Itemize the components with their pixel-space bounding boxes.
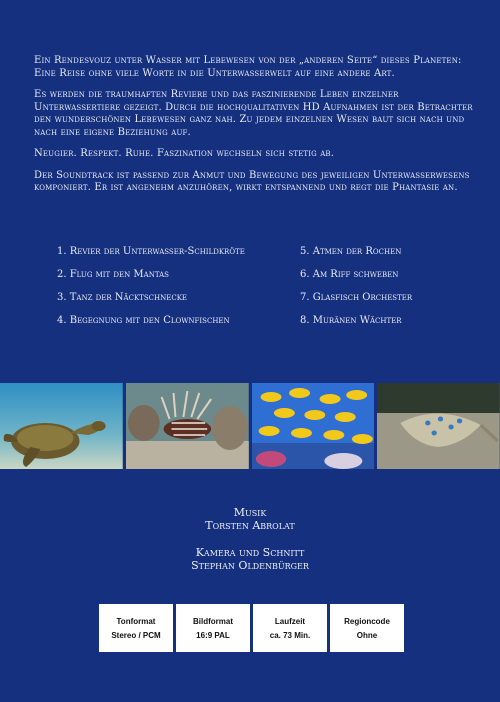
photo-strip: [0, 383, 500, 469]
lionfish-photo: [126, 383, 249, 469]
spec-audio-format: [99, 604, 173, 652]
sea-turtle-photo: [0, 383, 123, 469]
yellow-fish-school-photo: [252, 383, 375, 469]
track-item: 5. Atmen der Rochen: [300, 246, 402, 257]
spec-label: Bildformat: [193, 617, 233, 626]
spec-value: Ohne: [356, 631, 378, 640]
spec-region-code: [330, 604, 404, 652]
music-name: Torsten Abrolat: [205, 519, 295, 532]
spec-label: Tonformat: [116, 617, 156, 626]
description-text: [34, 55, 484, 204]
spec-value: Stereo / PCM: [111, 631, 161, 640]
track-item: 8. Muränen Wächter: [300, 315, 402, 326]
stingray-photo: [377, 383, 500, 469]
camera-label: Kamera und Schnitt: [195, 546, 305, 559]
spec-value: 16:9 PAL: [196, 631, 230, 640]
spec-value: ca. 73 Min.: [269, 631, 311, 640]
camera-name: Stephan Oldenbürger: [191, 559, 309, 572]
spec-runtime: [253, 604, 327, 652]
intro-paragraph-3: Neugier. Respekt. Ruhe. Faszination wechseln sich stetig ab.: [34, 148, 335, 159]
track-item: 3. Tanz der Näcktschnecke: [57, 292, 188, 303]
spec-boxes: [99, 604, 404, 652]
music-label: Musik: [233, 506, 267, 519]
intro-paragraph-1: Ein Rendesvouz unter Wasser mit Lebewesen von der „anderen Seite“ dieses Planeten: Eine Reise ohne viele Worte in die Unterwasserwelt auf eine andere Art.: [34, 55, 462, 79]
credits: [0, 506, 500, 572]
spec-label: Regioncode: [344, 617, 390, 626]
intro-paragraph-2: Es werden die traumhaften Reviere und das faszinierende Leben einzelner Unterwassertiere gezeigt. Durch die hochqualitativen HD Aufnahmen ist der Betrachter den wunderschönen Lebewesen ganz nah. Zu jedem einzelnen Wesen baut sich nach und nach eine eigene Beziehung auf.: [34, 89, 473, 138]
track-item: 4. Begegnung mit den Clownfischen: [57, 315, 230, 326]
track-item: 2. Flug mit den Mantas: [57, 269, 169, 280]
track-item: 1. Revier der Unterwasser-Schildkröte: [57, 246, 245, 257]
intro-paragraph-4: Der Soundtrack ist passend zur Anmut und Bewegung des jeweiligen Unterwasserwesens komponiert. Er ist angenehm anzuhören, wirkt entspannend und regt die Phantasie an.: [34, 169, 470, 193]
track-item: 7. Glasfisch Orchester: [300, 292, 413, 303]
spec-picture-format: [176, 604, 250, 652]
track-list: [57, 246, 477, 327]
track-item: 6. Am Riff schweben: [300, 269, 399, 280]
spec-label: Laufzeit: [274, 617, 306, 626]
